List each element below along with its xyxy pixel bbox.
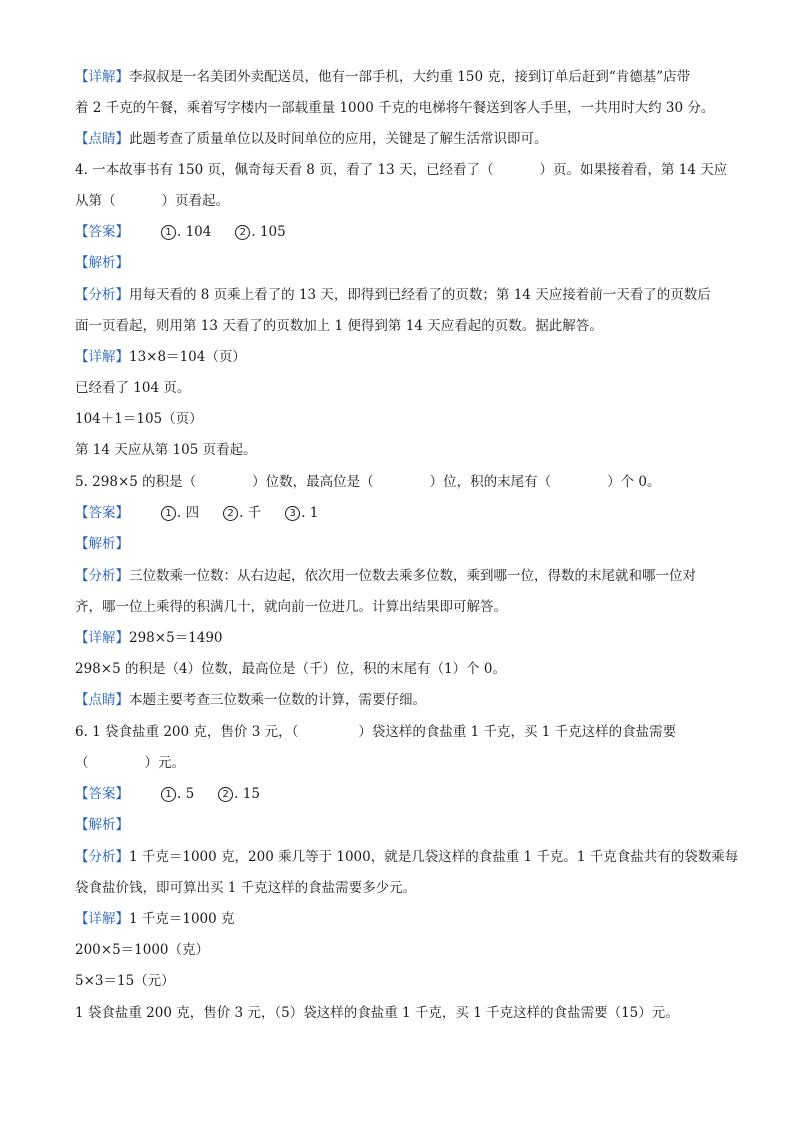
solution-line: 5×3＝15（元）: [75, 973, 175, 989]
answer-value: . 千: [239, 505, 262, 521]
detail-line-cont: [75, 98, 725, 118]
answer-option: [285, 503, 318, 523]
comment-line: [75, 129, 725, 149]
analysis-tag: 【分析】: [75, 849, 129, 865]
question-text: ）袋这样的食盐重 1 千克，买 1 千克这样的食盐需要: [358, 724, 677, 740]
question-text: 从第（: [75, 193, 116, 209]
explain-tag: 【解析】: [75, 817, 129, 833]
answer-tag: 【答案】: [75, 786, 129, 802]
circled-number: 2: [223, 506, 238, 521]
analysis-text: 面一页看起，则用第 13 天看了的页数加上 1 便得到第 14 天应看起的页数。据此解答。: [75, 318, 603, 334]
detail-text: 1 千克＝1000 克: [129, 911, 235, 927]
solution-line: 200×5＝1000（克）: [75, 942, 210, 958]
question-text: ）位数，最高位是（: [252, 474, 374, 490]
comment-text: 本题主要考查三位数乘一位数的计算，需要仔细。: [129, 692, 426, 708]
detail-text: 13×8＝104（页）: [129, 349, 246, 365]
question-5: [75, 472, 725, 492]
answer-tag: 【答案】: [75, 224, 129, 240]
answer-value: . 四: [177, 505, 200, 521]
circled-number: 2: [235, 225, 250, 240]
circled-number: 3: [285, 506, 300, 521]
answer-line: [75, 222, 725, 242]
analysis-tag: 【分析】: [75, 287, 129, 303]
solution-line: 104＋1＝105（页）: [75, 411, 203, 427]
analysis-text: 齐，哪一位上乘得的积满几十，就向前一位进几。计算出结果即可解答。: [75, 599, 507, 615]
analysis-line: [75, 847, 739, 867]
answer-value: . 1: [301, 505, 319, 521]
analysis-line-cont: [75, 316, 725, 336]
answer-option: [161, 222, 211, 242]
analysis-text: 用每天看的 8 页乘上看了的 13 天，即得到已经看了的页数；第 14 天应接着前一天看了的页数后: [129, 287, 711, 303]
analysis-text: 1 千克＝1000 克，200 乘几等于 1000，就是几袋这样的食盐重 1 千克。1 千克食盐共有的袋数乘每: [129, 849, 739, 865]
analysis-text: 三位数乘一位数：从右边起，依次用一位数去乘多位数，乘到哪一位，得数的末尾就和哪一位对: [129, 568, 696, 584]
answer-line: [75, 503, 725, 523]
detail-tag: 【详解】: [75, 349, 129, 365]
detail-line: [75, 347, 725, 367]
question-text: （: [75, 755, 89, 771]
circled-number: 2: [218, 787, 233, 802]
detail-line: [75, 909, 725, 929]
analysis-text: 袋食盐价钱，即可算出买 1 千克这样的食盐需要多少元。: [75, 880, 417, 896]
answer-value: . 104: [177, 224, 212, 240]
detail-line: [75, 628, 725, 648]
solution-line: 1 袋食盐重 200 克，售价 3 元，（5）袋这样的食盐重 1 千克，买 1 千克这样的食盐需要（15）元。: [75, 1005, 679, 1021]
answer-line: [75, 784, 725, 804]
answer-option: [235, 222, 285, 242]
question-4-cont: [75, 191, 725, 211]
question-6-cont: [75, 753, 725, 773]
answer-value: . 5: [177, 786, 195, 802]
solution-line: 第 14 天应从第 105 页看起。: [75, 442, 257, 458]
answer-value: . 15: [234, 786, 260, 802]
answer-option: [223, 503, 261, 523]
question-text: 5. 298×5 的积是（: [75, 474, 197, 490]
question-6: [75, 722, 725, 742]
question-text: 6. 1 袋食盐重 200 克，售价 3 元，（: [75, 724, 299, 740]
question-text: ）个 0。: [607, 474, 661, 490]
answer-option: [161, 784, 194, 804]
answer-option: [218, 784, 260, 804]
circled-number: 1: [161, 225, 176, 240]
analysis-line: [75, 285, 725, 305]
circled-number: 1: [161, 787, 176, 802]
detail-text: 李叔叔是一名美团外卖配送员，他有一部手机，大约重 150 克，接到订单后赶到“肯德基”店带: [129, 69, 691, 85]
question-text: ）位，积的末尾有（: [429, 474, 552, 490]
answer-tag: 【答案】: [75, 505, 129, 521]
detail-tag: 【详解】: [75, 911, 129, 927]
question-4: [75, 160, 728, 180]
solution-line: 已经看了 104 页。: [75, 380, 191, 396]
detail-text: 298×5＝1490: [129, 630, 223, 646]
question-text: ）页看起。: [161, 193, 229, 209]
explain-line: [75, 253, 725, 273]
comment-line: [75, 690, 725, 710]
explain-tag: 【解析】: [75, 255, 129, 271]
analysis-line-cont: [75, 597, 725, 617]
answer-value: . 105: [251, 224, 286, 240]
question-text: 4. 一本故事书有 150 页，佩奇每天看 8 页，看了 13 天，已经看了（: [75, 162, 494, 178]
explain-tag: 【解析】: [75, 536, 129, 552]
circled-number: 1: [161, 506, 176, 521]
answer-option: [161, 503, 199, 523]
comment-tag: 【点睛】: [75, 692, 129, 708]
comment-tag: 【点睛】: [75, 131, 129, 147]
detail-text: 着 2 千克的午餐，乘着写字楼内一部载重量 1000 千克的电梯将午餐送到客人手里，一共用时大约 30 分。: [75, 100, 715, 116]
explain-line: [75, 534, 725, 554]
analysis-line-cont: [75, 878, 725, 898]
solution-line: 298×5 的积是（4）位数，最高位是（千）位，积的末尾有（1）个 0。: [75, 661, 507, 677]
question-text: ）元。: [144, 755, 185, 771]
detail-tag: 【详解】: [75, 630, 129, 646]
question-text: ）页。如果接着看，第 14 天应: [539, 162, 728, 178]
analysis-tag: 【分析】: [75, 568, 129, 584]
analysis-line: [75, 566, 725, 586]
detail-line: [75, 67, 725, 87]
explain-line: [75, 815, 725, 835]
detail-tag: 【详解】: [75, 69, 129, 85]
comment-text: 此题考查了质量单位以及时间单位的应用，关键是了解生活常识即可。: [129, 131, 548, 147]
